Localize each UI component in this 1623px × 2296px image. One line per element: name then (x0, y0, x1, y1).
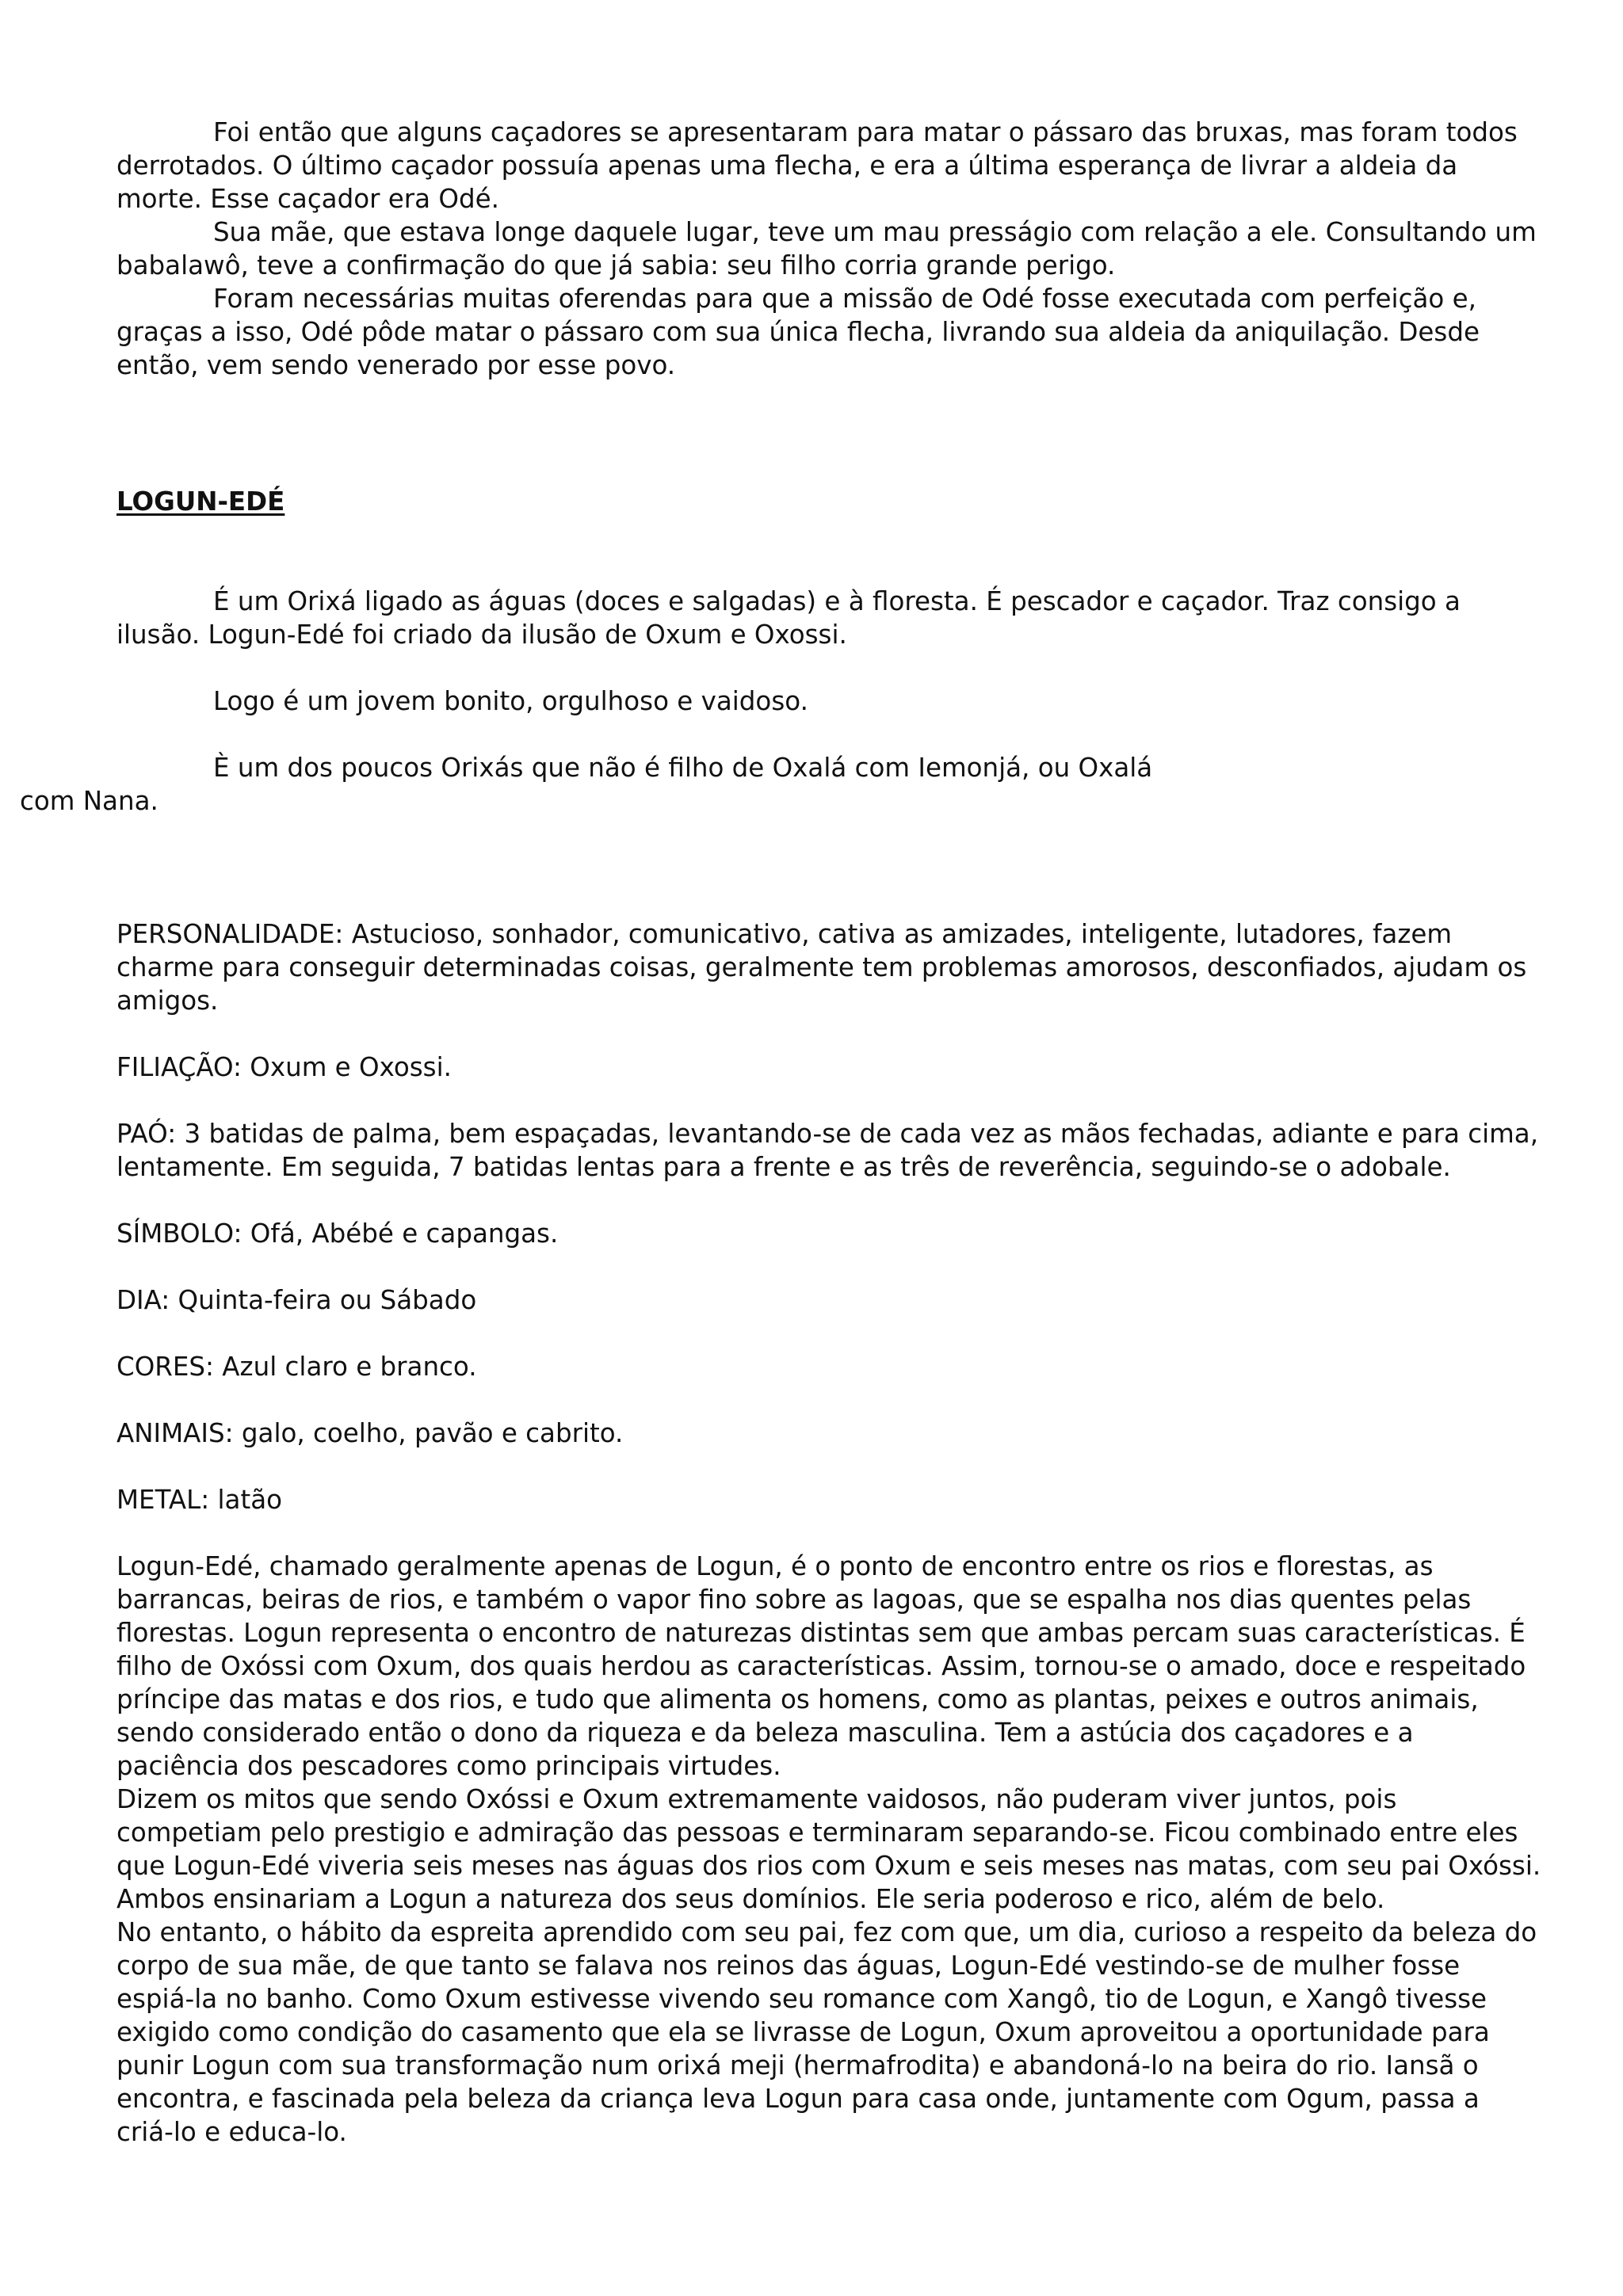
intro-paragraph: Foram necessárias muitas oferendas para que a missão de Odé fosse executada com perfeição e, graças a isso, Odé pôde matar o pássaro com sua única flecha, livrando sua aldeia da aniquilação. Desde então, vem sendo venerado por esse povo. (116, 284, 1480, 380)
body-paragraph: Logun-Edé, chamado geralmente apenas de Logun, é o ponto de encontro entre os rios e florestas, as barrancas, beiras de rios, e também o vapor fino sobre as lagoas, que se espalha nos dias quentes pelas florestas. Logun representa o encontro de naturezas distintas sem que ambas percam suas características. É filho de Oxóssi com Oxum, dos quais herdou as características. Assim, tornou-se o amado, doce e respeitado príncipe das matas e dos rios, e tudo que alimenta os homens, como as plantas, peixes e outros animais, sendo considerado então o dono da riqueza e da beleza masculina. Tem a astúcia dos caçadores e a paciência dos pescadores como principais virtudes. (116, 1551, 1526, 1781)
field-personalidade: PERSONALIDADE: Astucioso, sonhador, comunicativo, cativa as amizades, inteligente, lutadores, fazem charme para conseguir determinadas coisas, geralmente tem problemas amorosos, desconfiados, ajudam os amigos. (116, 919, 1527, 1016)
intro-section (116, 116, 1544, 382)
body-paragraph: No entanto, o hábito da espreita aprendido com seu pai, fez com que, um dia, curioso a respeito da beleza do corpo de sua mãe, de que tanto se falava nos reinos das águas, Logun-Edé vestindo-se de mulher fosse espiá-la no banho. Como Oxum estivesse vivendo seu romance com Xangô, tio de Logun, e Xangô tivesse exigido como condição do casamento que ela se livrasse de Logun, Oxum aproveitou a oportunidade para punir Logun com sua transformação num orixá meji (hermafrodita) e abandoná-lo na beira do rio. Iansã o encontra, e fascinada pela beleza da criança leva Logun para casa onde, juntamente com Ogum, passa a criá-lo e educa-lo. (116, 1917, 1537, 2147)
description-line: com Nana. (20, 786, 158, 816)
field-cores: CORES: Azul claro e branco. (116, 1352, 477, 1382)
field-simbolo: SÍMBOLO: Ofá, Abébé e capangas. (116, 1219, 559, 1249)
description-paragraph: É um Orixá ligado as águas (doces e salgadas) e à floresta. É pescador e caçador. Traz consigo a ilusão. Logun-Edé foi criado da ilusão de Oxum e Oxossi. (116, 586, 1461, 650)
intro-paragraph: Foi então que alguns caçadores se apresentaram para matar o pássaro das bruxas, mas foram todos derrotados. O último caçador possuía apenas uma flecha, e era a última esperança de livrar a aldeia da morte. Esse caçador era Odé. (116, 117, 1518, 214)
field-filiacao: FILIAÇÃO: Oxum e Oxossi. (116, 1052, 452, 1082)
description-line: È um dos poucos Orixás que não é filho de Oxalá com Iemonjá, ou Oxalá (213, 753, 1153, 783)
description-paragraph (20, 751, 1544, 818)
field-pao: PAÓ: 3 batidas de palma, bem espaçadas, levantando-se de cada vez as mãos fechadas, adiante e para cima, lentamente. Em seguida, 7 batidas lentas para a frente e as três de reverência, seguindo-se o adobale. (116, 1119, 1539, 1182)
section-heading: LOGUN-EDÉ (116, 486, 285, 517)
field-metal: METAL: latão (116, 1485, 283, 1515)
description-paragraph: Logo é um jovem bonito, orgulhoso e vaidoso. (213, 686, 808, 716)
body-paragraph: Dizem os mitos que sendo Oxóssi e Oxum extremamente vaidosos, não puderam viver juntos, pois competiam pelo prestigio e admiração das pessoas e terminaram separando-se. Ficou combinado entre eles que Logun-Edé viveria seis meses nas águas dos rios com Oxum e seis meses nas matas, com seu pai Oxóssi. Ambos ensinariam a Logun a natureza dos seus domínios. Ele seria poderoso e rico, além de belo. (116, 1784, 1541, 1914)
field-dia: DIA: Quinta-feira ou Sábado (116, 1285, 477, 1315)
intro-paragraph: Sua mãe, que estava longe daquele lugar, teve um mau presságio com relação a ele. Consultando um babalawô, teve a confirmação do que já sabia: seu filho corria grande perigo. (116, 217, 1537, 280)
field-animais: ANIMAIS: galo, coelho, pavão e cabrito. (116, 1418, 624, 1448)
